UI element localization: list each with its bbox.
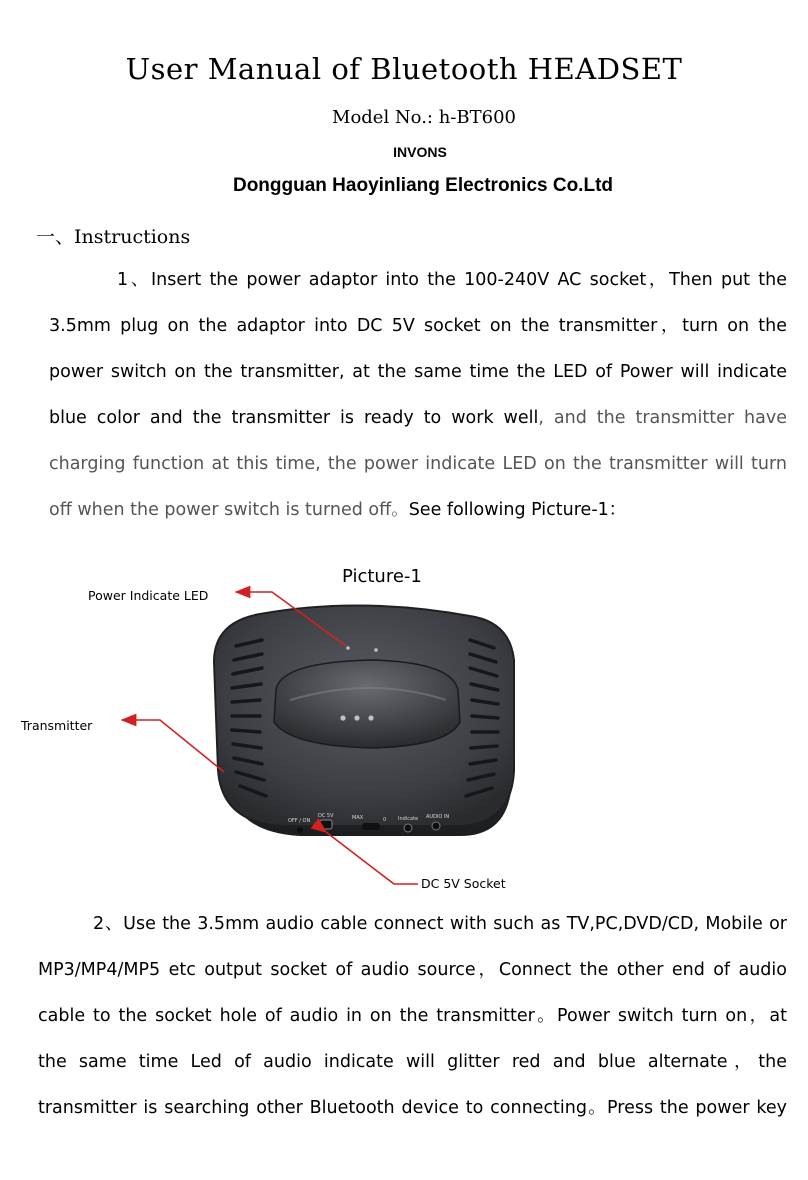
paragraph-line: the same time Led of audio indicate will glitter red and blue alternate，the [38,1052,787,1072]
paragraph-text-gray: off when the power switch is turned off。 [49,500,409,520]
paragraph-line: charging function at this time, the power indicate LED on the transmitter will turn [49,454,787,474]
paragraph-line: 2、Use the 3.5mm audio cable connect with such as TV,PC,DVD/CD, Mobile or [93,914,787,934]
instruction-paragraph-2 [38,911,787,1141]
paragraph-line [49,405,787,451]
port-label: MAX [352,815,364,821]
port-label: DC 5V [318,813,334,819]
paragraph-line: transmitter is searching other Bluetooth device to connecting。Press the power key [38,1098,787,1118]
headset-cradle [274,660,460,748]
paragraph-line: cable to the socket hole of audio in on the transmitter。Power switch turn on，at [38,1006,787,1026]
port-label: 0 [383,817,387,823]
paragraph-text: blue color and the transmitter is ready to work well [49,408,539,428]
paragraph-text: See following Picture-1： [408,500,627,520]
document-title: User Manual of Bluetooth HEADSET [125,52,683,86]
paragraph-line: power switch on the transmitter, at the same time the LED of Power will indicate [49,362,787,382]
paragraph-line: 1、Insert the power adaptor into the 100-240V AC socket，Then put the [117,270,787,290]
paragraph-text-gray: , and the transmitter have [538,408,787,428]
paragraph-line [49,497,787,543]
company-name: Dongguan Haoyinliang Electronics Co.Ltd [232,175,614,196]
paragraph-line: 3.5mm plug on the adaptor into DC 5V socket on the transmitter，turn on the [49,316,787,336]
transmitter-photo [0,560,808,900]
port-label: Indicate [398,816,419,822]
model-number: Model No.: h-BT600 [332,107,516,128]
paragraph-line: MP3/MP4/MP5 etc output socket of audio source，Connect the other end of audio [38,960,787,980]
dc-socket-callout: DC 5V Socket [421,876,506,891]
figure-title: Picture-1 [342,566,422,587]
power-led-callout: Power Indicate LED [88,588,209,603]
section-heading: 一、Instructions [36,226,191,248]
transmitter-callout: Transmitter [21,718,93,733]
brand-name: INVONS [393,144,447,160]
port-label: AUDIO IN [426,814,450,820]
port-label: OFF / ON [288,818,311,824]
instruction-paragraph-1 [49,267,787,543]
